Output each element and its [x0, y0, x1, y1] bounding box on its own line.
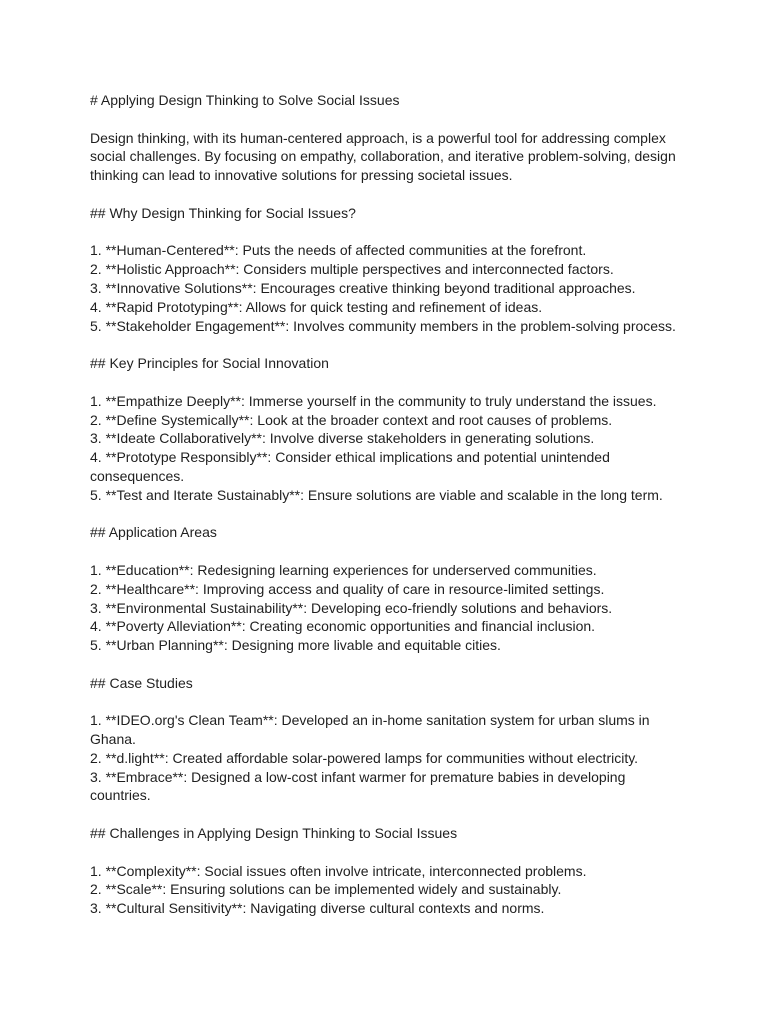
section-list-why — [90, 241, 678, 335]
document-title: # Applying Design Thinking to Solve Social Issues — [90, 92, 400, 108]
list-item: 2. **Scale**: Ensuring solutions can be implemented widely and sustainably. — [90, 881, 562, 898]
list-item: 2. **Define Systemically**: Look at the broader context and root causes of problems. — [90, 411, 613, 428]
list-item: 4. **Rapid Prototyping**: Allows for quick testing and refinement of ideas. — [90, 298, 543, 315]
list-item: 3. **Embrace**: Designed a low-cost infant warmer for premature babies in developing — [90, 768, 626, 785]
section-heading-application-areas: ## Application Areas — [90, 524, 217, 541]
list-item-continuation: consequences. — [90, 467, 185, 484]
section-list-principles — [90, 392, 678, 505]
list-item: 4. **Prototype Responsibly**: Consider ethical implications and potential unintended — [90, 449, 610, 466]
list-item: 1. **IDEO.org's Clean Team**: Developed an in-home sanitation system for urban slums in — [90, 712, 650, 729]
list-item: 1. **Education**: Redesigning learning experiences for underserved communities. — [90, 561, 597, 578]
intro-line: thinking can lead to innovative solutions for pressing societal issues. — [90, 167, 513, 184]
list-item: 5. **Urban Planning**: Designing more livable and equitable cities. — [90, 637, 501, 654]
list-item: 2. **Healthcare**: Improving access and quality of care in resource-limited settings. — [90, 580, 605, 597]
list-item: 1. **Complexity**: Social issues often involve intricate, interconnected problems. — [90, 862, 587, 879]
list-item: 1. **Human-Centered**: Puts the needs of affected communities at the forefront. — [90, 242, 587, 259]
list-item: 3. **Innovative Solutions**: Encourages creative thinking beyond traditional approaches. — [90, 279, 636, 296]
section-heading-challenges: ## Challenges in Applying Design Thinking to Social Issues — [90, 825, 458, 842]
section-list-case-studies — [90, 711, 678, 805]
list-item: 5. **Stakeholder Engagement**: Involves community members in the problem-solving process. — [90, 317, 676, 334]
list-item: 4. **Poverty Alleviation**: Creating economic opportunities and financial inclusion. — [90, 618, 596, 635]
list-item: 2. **d.light**: Created affordable solar-powered lamps for communities without electricity. — [90, 749, 639, 766]
intro-line: social challenges. By focusing on empathy, collaboration, and iterative problem-solving, design — [90, 148, 676, 165]
section-list-application-areas — [90, 561, 678, 655]
section-heading-why: ## Why Design Thinking for Social Issues? — [90, 204, 356, 221]
list-item: 5. **Test and Iterate Sustainably**: Ensure solutions are viable and scalable in the long term. — [90, 486, 663, 503]
list-item: 3. **Ideate Collaboratively**: Involve diverse stakeholders in generating solutions. — [90, 430, 595, 447]
intro-paragraph — [90, 129, 678, 185]
list-item-continuation: countries. — [90, 787, 151, 804]
list-item: 3. **Environmental Sustainability**: Developing eco-friendly solutions and behaviors. — [90, 599, 613, 616]
list-item: 2. **Holistic Approach**: Considers multiple perspectives and interconnected factors. — [90, 261, 614, 278]
section-heading-case-studies: ## Case Studies — [90, 674, 193, 691]
list-item-continuation: Ghana. — [90, 731, 136, 748]
section-list-challenges — [90, 862, 678, 918]
list-item: 3. **Cultural Sensitivity**: Navigating diverse cultural contexts and norms. — [90, 900, 545, 917]
section-heading-principles: ## Key Principles for Social Innovation — [90, 355, 329, 372]
list-item: 1. **Empathize Deeply**: Immerse yourself in the community to truly understand the issues. — [90, 392, 657, 409]
intro-line: Design thinking, with its human-centered approach, is a powerful tool for addressing complex — [90, 129, 666, 146]
